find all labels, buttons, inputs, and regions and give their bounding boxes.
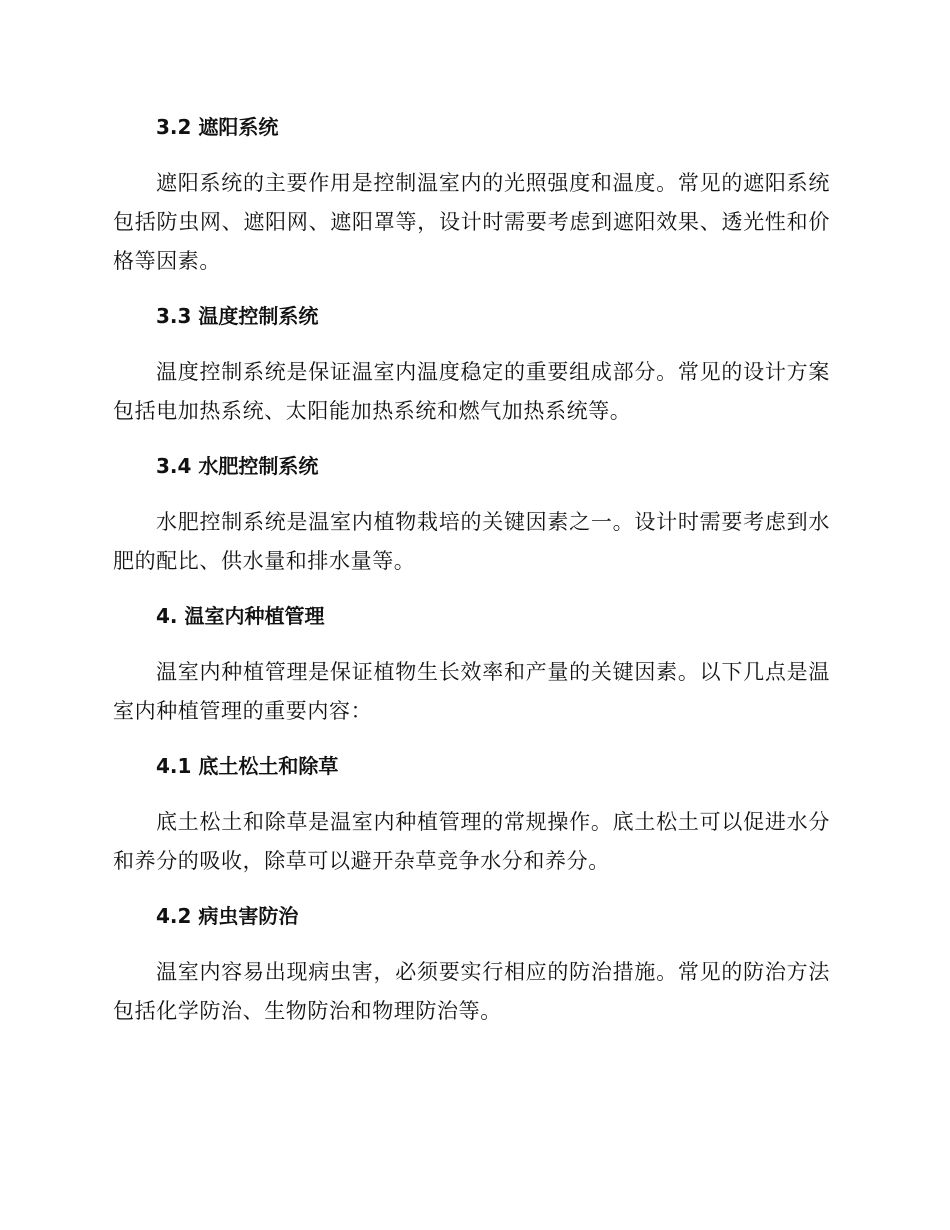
section-heading-3-4: 3.4 水肥控制系统	[156, 454, 319, 478]
section-body-3-2: 遮阳系统的主要作用是控制温室内的光照强度和温度。常见的遮阳系统包括防虫网、遮阳网、遮阳罩等，设计时需要考虑到遮阳效果、透光性和价格等因素。	[113, 171, 830, 273]
section-body-4: 温室内种植管理是保证植物生长效率和产量的关键因素。以下几点是温室内种植管理的重要内容：	[113, 660, 830, 723]
section-heading-3-2: 3.2 遮阳系统	[156, 115, 279, 139]
section-body-4-2: 温室内容易出现病虫害，必须要实行相应的防治措施。常见的防治方法包括化学防治、生物防治和物理防治等。	[113, 960, 830, 1023]
section-body-3-3: 温度控制系统是保证温室内温度稳定的重要组成部分。常见的设计方案包括电加热系统、太阳能加热系统和燃气加热系统等。	[113, 360, 830, 423]
section-heading-4-2: 4.2 病虫害防治	[156, 904, 299, 928]
section-body-3-4: 水肥控制系统是温室内植物栽培的关键因素之一。设计时需要考虑到水肥的配比、供水量和排水量等。	[113, 510, 830, 573]
section-heading-4-1: 4.1 底土松土和除草	[156, 754, 339, 778]
section-heading-3-3: 3.3 温度控制系统	[156, 304, 319, 328]
section-body-4-1: 底土松土和除草是温室内种植管理的常规操作。底土松土可以促进水分和养分的吸收，除草可以避开杂草竞争水分和养分。	[113, 810, 830, 873]
section-heading-4: 4. 温室内种植管理	[156, 604, 325, 628]
